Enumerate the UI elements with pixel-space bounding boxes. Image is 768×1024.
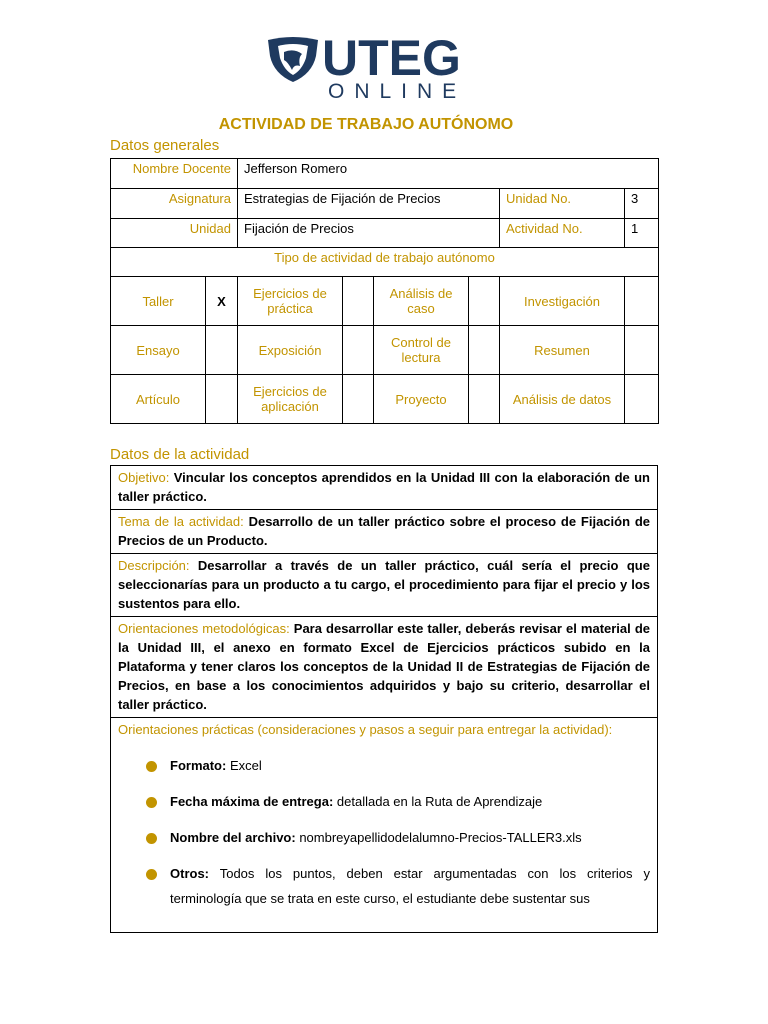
bullet-icon <box>146 869 157 880</box>
metodologicas-text: Para desarrollar este taller, deberás revisar el material de la Unidad III, el anexo en formato Excel de Ejercicios prácticos subido en la Plataforma y tener claros los conceptos de la Unidad II de Estrategias de Fijación de Precios, en base a los conocimientos adquiridos y bajo su criterio, desarrollar el taller práctico. <box>118 621 650 712</box>
type-cell-empty <box>343 375 374 424</box>
activity-box <box>110 465 658 933</box>
item-label: Nombre del archivo: <box>170 830 296 845</box>
logo-wordmark: UTEG <box>322 30 461 86</box>
type-cell-empty <box>343 326 374 375</box>
practicas-list <box>146 753 650 911</box>
type-cell-empty <box>469 326 500 375</box>
unidad-label: Unidad <box>111 219 238 248</box>
docente-label: Nombre Docente <box>111 159 238 189</box>
practicas-block <box>111 718 657 925</box>
type-cell-empty <box>469 375 500 424</box>
logo-subtitle: ONLINE <box>328 80 467 103</box>
unidad-no-value: 3 <box>625 189 659 219</box>
descripcion-block <box>111 554 657 617</box>
type-articulo: Artículo <box>111 375 206 424</box>
general-data-table <box>110 158 659 424</box>
type-resumen: Resumen <box>500 326 625 375</box>
tema-text: Desarrollo de un taller práctico sobre el proceso de Fijación de Precios de un Producto. <box>118 514 651 548</box>
type-investigacion: Investigación <box>500 277 625 326</box>
type-ejercicios-practica: Ejercicios de práctica <box>238 277 343 326</box>
list-item <box>146 861 650 911</box>
type-cell-empty <box>625 375 659 424</box>
type-cell-empty <box>625 326 659 375</box>
bullet-icon <box>146 761 157 772</box>
metodologicas-label: Orientaciones metodológicas: <box>118 621 290 636</box>
actividad-no-label: Actividad No. <box>500 219 625 248</box>
page-title: ACTIVIDAD DE TRABAJO AUTÓNOMO <box>218 116 514 133</box>
type-cell-empty <box>625 277 659 326</box>
item-text: Excel <box>229 758 262 773</box>
type-analisis-datos: Análisis de datos <box>500 375 625 424</box>
item-text: Todos los puntos, deben estar argumentadas con los criterios y terminología que se trata en este curso, el estudiante debe sustentar sus <box>170 866 650 906</box>
type-taller-mark: X <box>206 277 238 326</box>
objetivo-text: Vincular los conceptos aprendidos en la Unidad III con la elaboración de un taller práctico. <box>118 470 650 504</box>
type-cell-empty <box>469 277 500 326</box>
type-ensayo: Ensayo <box>111 326 206 375</box>
item-label: Otros: <box>170 866 209 881</box>
list-item <box>146 825 650 850</box>
tema-block <box>111 510 657 554</box>
tema-label: Tema de la actividad: <box>118 514 244 529</box>
type-control-lectura: Control de lectura <box>374 326 469 375</box>
item-text: detallada en la Ruta de Aprendizaje <box>336 794 543 809</box>
type-proyecto: Proyecto <box>374 375 469 424</box>
metodologicas-block <box>111 617 657 718</box>
tipo-header: Tipo de actividad de trabajo autónomo <box>111 248 659 277</box>
asignatura-value: Estrategias de Fijación de Precios <box>238 189 500 219</box>
objetivo-block <box>111 466 657 510</box>
general-heading: Datos generales <box>110 137 220 154</box>
list-item <box>146 753 650 778</box>
type-cell-empty <box>206 326 238 375</box>
type-cell-empty <box>206 375 238 424</box>
activity-heading: Datos de la actividad <box>110 446 250 463</box>
type-ejercicios-aplicacion: Ejercicios de aplicación <box>238 375 343 424</box>
list-item <box>146 789 650 814</box>
type-taller: Taller <box>111 277 206 326</box>
descripcion-label: Descripción: <box>118 558 190 573</box>
type-analisis-caso: Análisis de caso <box>374 277 469 326</box>
unidad-no-label: Unidad No. <box>500 189 625 219</box>
docente-value: Jefferson Romero <box>238 159 659 189</box>
bullet-icon <box>146 797 157 808</box>
actividad-no-value: 1 <box>625 219 659 248</box>
practicas-label: Orientaciones prácticas (consideraciones y pasos a seguir para entregar la actividad): <box>118 722 613 737</box>
objetivo-label: Objetivo: <box>118 470 170 485</box>
asignatura-label: Asignatura <box>111 189 238 219</box>
uteg-logo <box>264 30 474 104</box>
item-label: Formato: <box>170 758 227 773</box>
descripcion-text: Desarrollar a través de un taller práctico, cuál sería el precio que seleccionarías para un producto a tu cargo, el procedimiento para fijar el precio y los sustentos para ello. <box>118 558 650 611</box>
type-exposicion: Exposición <box>238 326 343 375</box>
unidad-value: Fijación de Precios <box>238 219 500 248</box>
bullet-icon <box>146 833 157 844</box>
lion-shield-icon <box>264 36 322 84</box>
type-cell-empty <box>343 277 374 326</box>
item-label: Fecha máxima de entrega: <box>170 794 334 809</box>
item-text: nombreyapellidodelalumno-Precios-TALLER3.xls <box>299 830 582 845</box>
